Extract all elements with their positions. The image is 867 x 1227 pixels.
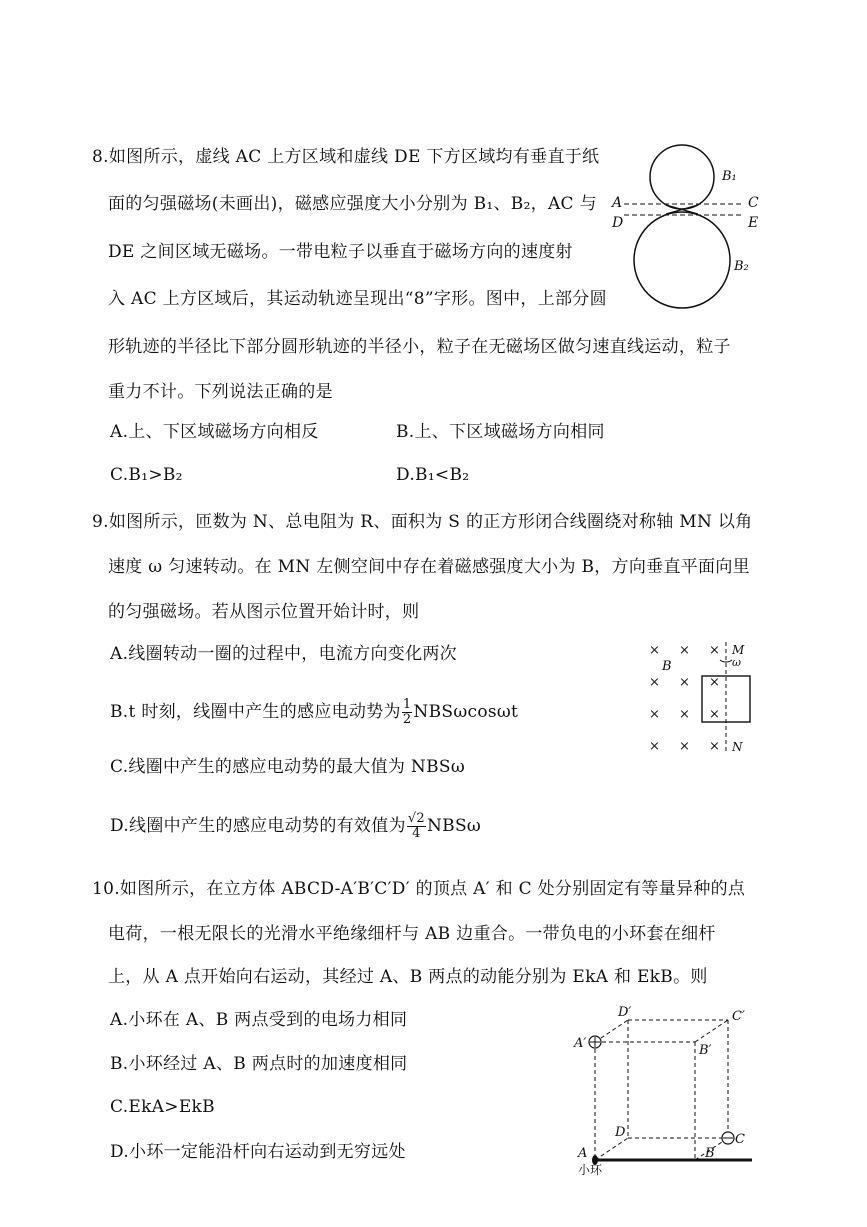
fraction-sqrt2-over-4: [407, 812, 426, 841]
label-d: D: [612, 215, 624, 231]
q10-option-a: A.小环在 A、B 两点受到的电场力相同: [110, 1010, 408, 1030]
q9-option-d-prefix: D.线圈中产生的感应电动势的有效值为: [110, 816, 406, 836]
q10-line-3: 上，从 A 点开始向右运动，其经过 A、B 两点的动能分别为 EkA 和 EkB。则: [108, 967, 708, 987]
cross-mark: ×: [649, 675, 660, 690]
fraction-numerator: 1: [402, 697, 412, 712]
label-m: M: [732, 643, 745, 657]
fraction-denominator: 2: [402, 712, 412, 727]
label-a: A: [578, 1146, 588, 1161]
q9-option-d: [110, 812, 481, 841]
rotation-arrow-icon: [720, 660, 732, 662]
q10-option-d: D.小环一定能沿杆向右运动到无穷远处: [110, 1142, 406, 1162]
cross-mark: ×: [709, 643, 720, 658]
label-e: E: [748, 215, 759, 231]
lower-circle-trajectory: [634, 212, 730, 308]
q10-line-2: 电荷，一根无限长的光滑水平绝缘细杆与 AB 边重合。一带负电的小环套在细杆: [108, 924, 716, 944]
cross-mark: ×: [649, 739, 660, 754]
q8-option-d: D.B₁<B₂: [396, 465, 470, 485]
label-b: B: [705, 1146, 715, 1161]
q8-option-a: A.上、下区域磁场方向相反: [110, 422, 319, 442]
cross-mark: ×: [649, 707, 660, 722]
label-c1: C′: [732, 1009, 745, 1024]
q9-line-2: 速度 ω 匀速转动。在 MN 左侧空间中存在着磁感强度大小为 B，方向垂直平面向里: [108, 557, 750, 577]
cross-mark: ×: [679, 739, 690, 754]
q8-line-1: 8.如图所示，虚线 AC 上方区域和虚线 DE 下方区域均有垂直于纸: [92, 147, 600, 167]
label-small-ring: 小环: [578, 1163, 603, 1176]
label-c: C: [735, 1132, 745, 1147]
label-d1: D′: [618, 1005, 632, 1020]
q9-option-d-suffix: NBSω: [426, 816, 482, 836]
cross-mark: ×: [679, 707, 690, 722]
q10-figure-cube: [568, 1000, 758, 1176]
q10-option-b: B.小环经过 A、B 两点时的加速度相同: [110, 1054, 408, 1074]
q9-figure-rotating-coil: [640, 638, 770, 763]
cross-mark: ×: [679, 675, 690, 690]
label-b2: B₂: [734, 259, 749, 274]
q8-option-c: C.B₁>B₂: [110, 465, 183, 485]
q8-line-2: 面的匀强磁场(未画出)，磁感应强度大小分别为 B₁、B₂，AC 与: [108, 194, 597, 214]
label-b1: B₁: [722, 169, 737, 184]
q8-line-4: 入 AC 上方区域后，其运动轨迹呈现出“8”字形。图中，上部分圆: [108, 289, 607, 309]
q8-option-b: B.上、下区域磁场方向相同: [396, 422, 605, 442]
fraction-denominator: 4: [412, 826, 421, 841]
q10-option-c: C.EkA>EkB: [110, 1097, 215, 1117]
edge-a-d: [595, 1138, 628, 1160]
label-n: N: [732, 740, 743, 754]
cross-mark: ×: [709, 739, 720, 754]
q9-option-b-suffix: NBSωcosωt: [413, 702, 519, 722]
q8-figure-eight-trajectory: [610, 140, 760, 315]
label-b1: B′: [699, 1043, 712, 1058]
q9-line-1: 9.如图所示，匝数为 N、总电阻为 R、面积为 S 的正方形闭合线圈绕对称轴 MN 以角: [92, 512, 753, 532]
label-b: B: [662, 659, 672, 674]
cross-mark: ×: [649, 643, 660, 658]
q9-option-a: A.线圈转动一圈的过程中，电流方向变化两次: [110, 644, 457, 664]
upper-circle-trajectory: [650, 145, 714, 209]
label-a: A: [612, 195, 623, 211]
label-a1: A′: [574, 1036, 587, 1051]
cross-mark: ×: [709, 675, 720, 690]
q9-option-b: [110, 698, 518, 727]
label-d: D: [615, 1125, 626, 1140]
q8-line-5: 形轨迹的半径比下部分圆形轨迹的半径小，粒子在无磁场区做匀速直线运动，粒子: [108, 337, 731, 357]
fraction-numerator: √2: [407, 811, 425, 826]
label-c: C: [748, 195, 759, 211]
q9-option-b-prefix: B.t 时刻，线圈中产生的感应电动势为: [110, 702, 401, 722]
edge-b1-c1: [695, 1020, 728, 1042]
q9-line-3: 的匀强磁场。若从图示位置开始计时，则: [108, 602, 420, 622]
q8-line-6: 重力不计。下列说法正确的是: [108, 382, 333, 402]
cross-mark: ×: [709, 707, 720, 722]
cross-mark: ×: [679, 643, 690, 658]
q9-option-c: C.线圈中产生的感应电动势的最大值为 NBSω: [110, 757, 465, 777]
fraction-one-half: [402, 698, 413, 727]
label-omega: ω: [732, 656, 741, 669]
q8-line-3: DE 之间区域无磁场。一带电粒子以垂直于磁场方向的速度射: [108, 242, 573, 262]
q10-line-1: 10.如图所示，在立方体 ABCD-A′B′C′D′ 的顶点 A′ 和 C 处分别固定有等量异种的点: [92, 879, 746, 899]
